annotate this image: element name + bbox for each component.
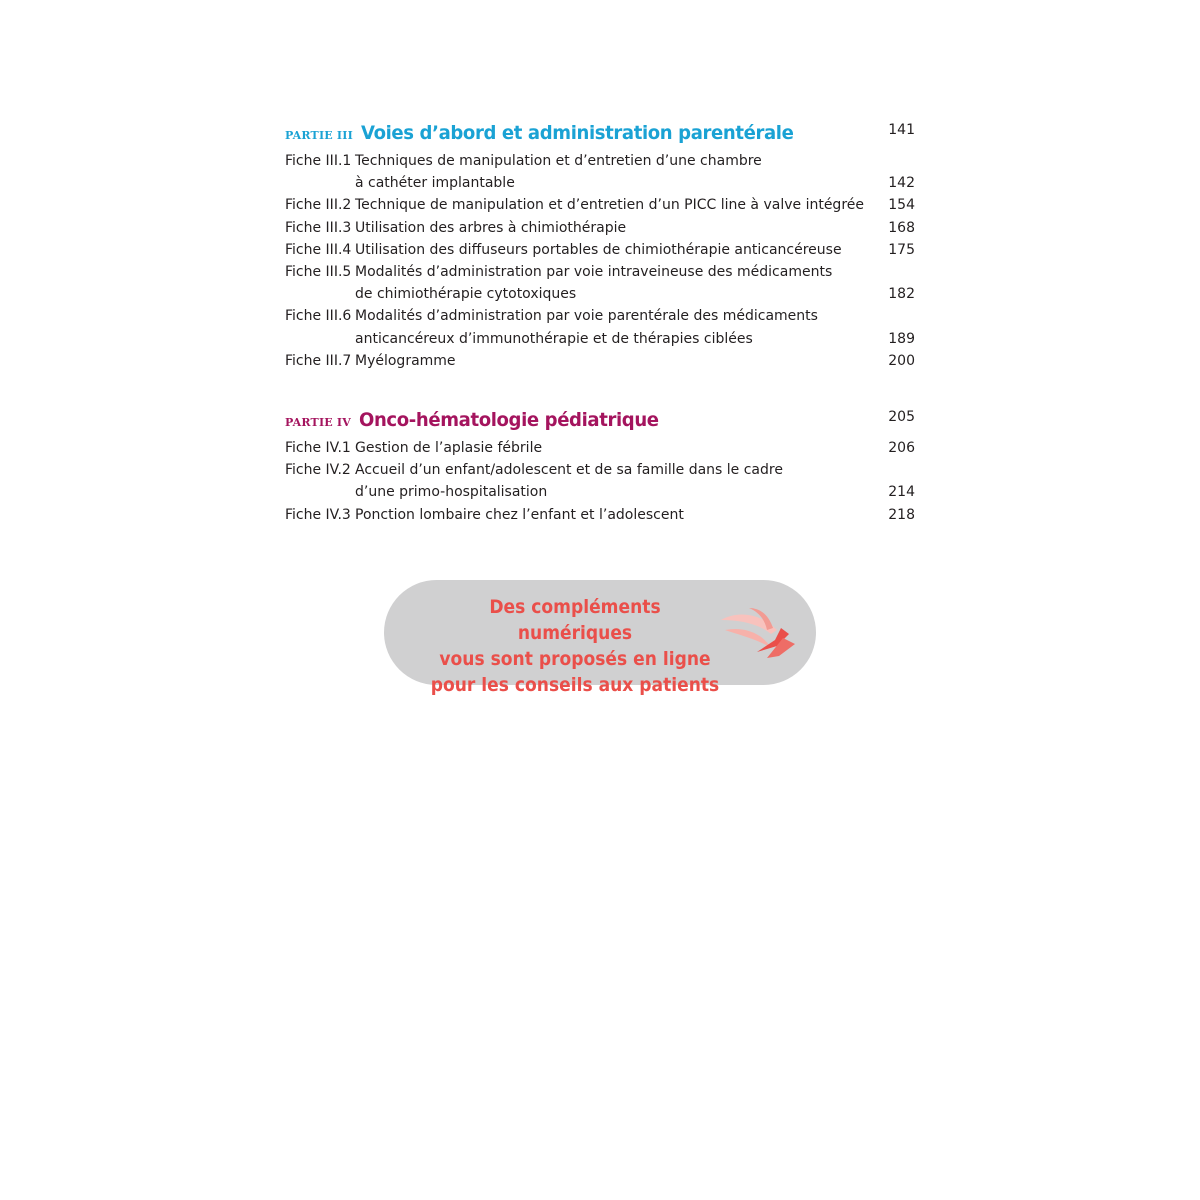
toc-entry[interactable] xyxy=(285,217,915,239)
entry-title-line: Ponction lombaire chez l’enfant et l’adolescent xyxy=(355,506,684,523)
entry-title-line: à cathéter implantable xyxy=(355,175,515,192)
entry-code: Fiche IV.3 xyxy=(285,506,351,523)
entry-title-line: de chimiothérapie cytotoxiques xyxy=(355,286,577,303)
entry-title-line: d’une primo-hospitalisation xyxy=(355,484,548,501)
entry-code: Fiche IV.2 xyxy=(285,462,351,479)
entry-code: Fiche III.3 xyxy=(285,219,352,236)
entry-title-line: Myélogramme xyxy=(355,352,456,369)
entry-page-number: 154 xyxy=(888,197,915,214)
entry-page-number: 214 xyxy=(888,484,915,501)
part-page-number: 141 xyxy=(888,122,915,138)
entry-page-number: 218 xyxy=(888,506,915,523)
callout-text xyxy=(430,594,720,698)
callout-line: Des compléments numériques xyxy=(489,596,661,644)
toc-entry[interactable] xyxy=(285,459,915,503)
entry-title-line: Gestion de l’aplasie fébrile xyxy=(355,440,543,457)
entry-title-line: Techniques de manipulation et d’entretien d’une chambre xyxy=(355,153,762,169)
entry-code: Fiche III.2 xyxy=(285,197,352,214)
entry-code: Fiche IV.1 xyxy=(285,440,351,457)
toc-entry[interactable] xyxy=(285,261,915,305)
toc-entry[interactable] xyxy=(285,150,915,194)
part-label: PARTIE IV xyxy=(285,416,351,430)
toc-entry[interactable] xyxy=(285,350,915,372)
toc-entry[interactable] xyxy=(285,239,915,261)
entry-page-number: 142 xyxy=(888,175,915,192)
entry-code: Fiche III.1 xyxy=(285,153,352,169)
entry-page-number: 168 xyxy=(888,219,915,236)
entry-page-number: 200 xyxy=(888,352,915,369)
arrow-swoosh-icon xyxy=(719,600,797,662)
entry-title-line: Modalités d’administration par voie parentérale des médicaments xyxy=(355,308,818,325)
entry-page-number: 182 xyxy=(888,286,915,303)
digital-resources-callout[interactable] xyxy=(384,580,816,696)
entry-title-line: Technique de manipulation et d’entretien d’un PICC line à valve intégrée xyxy=(355,197,864,214)
section-spacer xyxy=(285,372,915,409)
entry-title-line: Utilisation des diffuseurs portables de chimiothérapie anticancéreuse xyxy=(355,241,842,258)
toc-entry[interactable] xyxy=(285,504,915,526)
entry-code: Fiche III.4 xyxy=(285,241,352,258)
entry-title-line: Modalités d’administration par voie intraveineuse des médicaments xyxy=(355,264,833,281)
entry-title-line: Utilisation des arbres à chimiothérapie xyxy=(355,219,627,236)
part-page-number: 205 xyxy=(888,409,915,426)
entry-code: Fiche III.6 xyxy=(285,308,352,325)
part-title: Voies d’abord et administration parentérale xyxy=(360,122,794,144)
part-heading[interactable] xyxy=(285,122,915,150)
toc-entry[interactable] xyxy=(285,305,915,349)
entry-page-number: 206 xyxy=(888,440,915,457)
table-of-contents xyxy=(285,122,915,526)
part-title: Onco-hématologie pédiatrique xyxy=(358,409,659,432)
entry-code: Fiche III.7 xyxy=(285,352,352,369)
entry-page-number: 175 xyxy=(888,241,915,258)
part-heading[interactable] xyxy=(285,409,915,437)
part-label: PARTIE III xyxy=(285,129,353,142)
toc-entry[interactable] xyxy=(285,194,915,216)
toc-entry[interactable] xyxy=(285,437,915,459)
entry-code: Fiche III.5 xyxy=(285,264,352,281)
entry-title-line: anticancéreux d’immunothérapie et de thérapies ciblées xyxy=(355,330,753,347)
callout-line: vous sont proposés en ligne xyxy=(439,648,711,670)
entry-title-line: Accueil d’un enfant/adolescent et de sa famille dans le cadre xyxy=(355,462,783,479)
callout-line: pour les conseils aux patients xyxy=(430,674,720,696)
entry-page-number: 189 xyxy=(888,330,915,347)
